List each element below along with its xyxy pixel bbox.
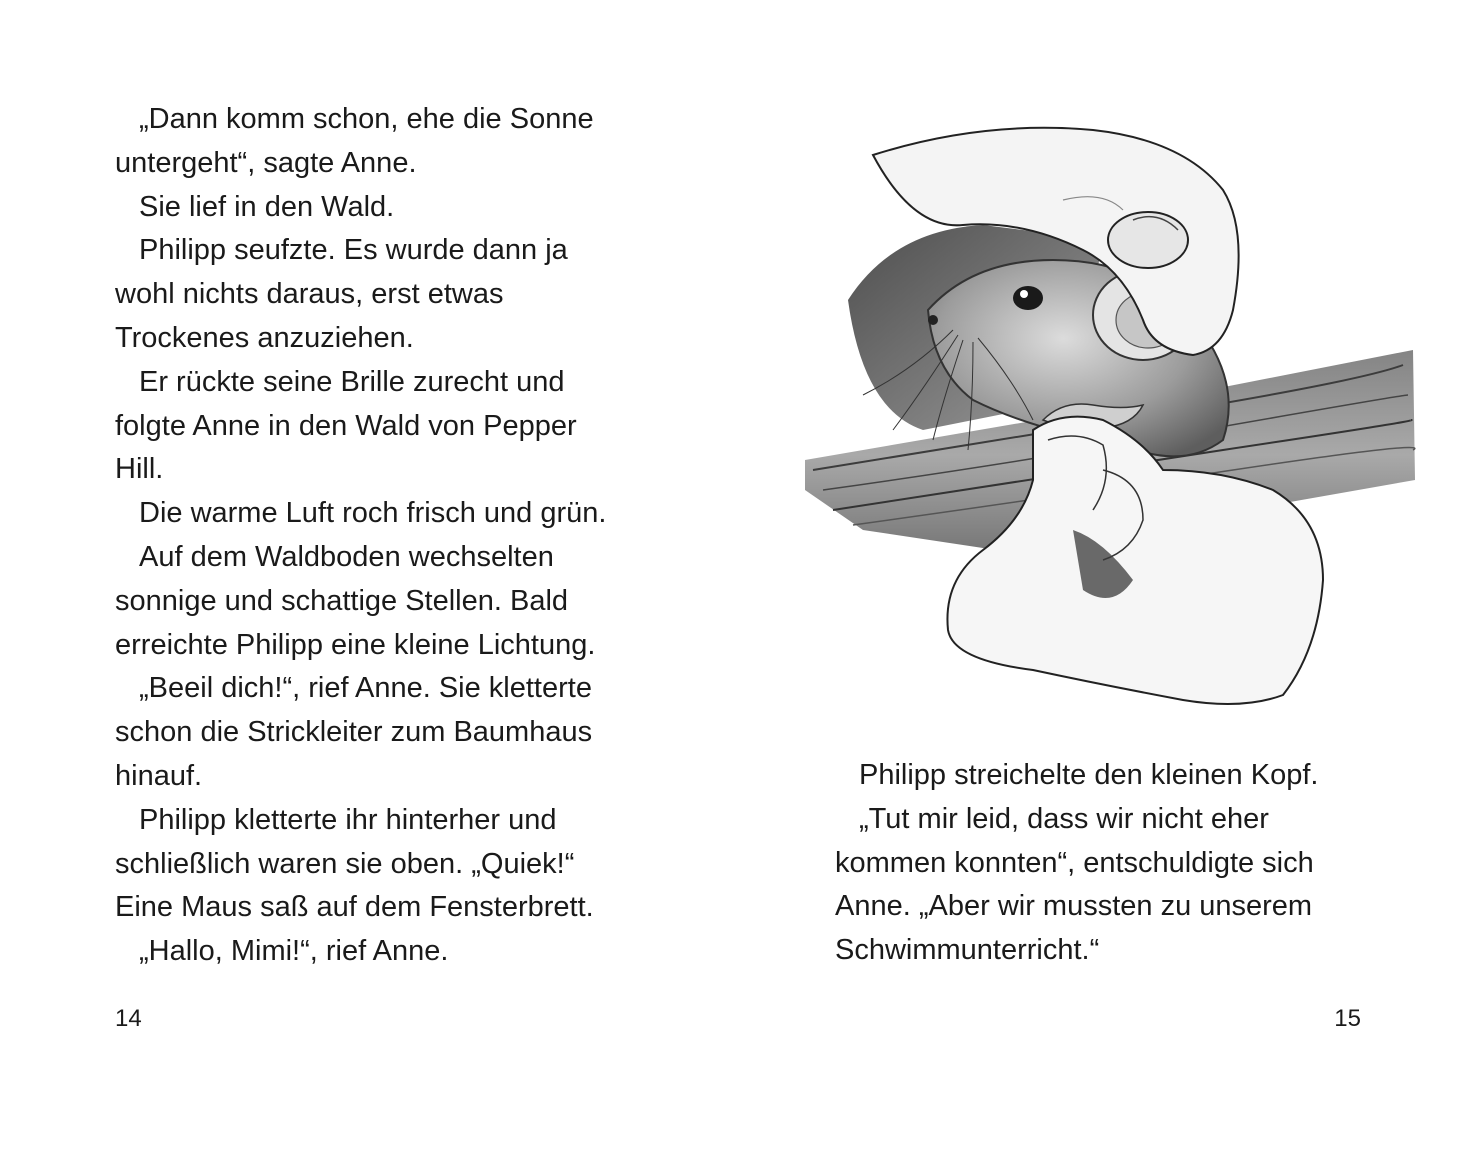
- text-line: Die warme Luft roch frisch und grün.: [139, 497, 607, 530]
- right-page-text: [835, 754, 1318, 973]
- text-line: Hill.: [115, 453, 164, 486]
- page-number-left: 14: [115, 1005, 142, 1032]
- text-line: Schwimmunterricht.“: [835, 934, 1100, 967]
- text-line: folgte Anne in den Wald von Pepper: [115, 409, 577, 442]
- right-page: [738, 0, 1476, 1151]
- text-line: erreichte Philipp eine kleine Lichtung.: [115, 628, 596, 661]
- text-line: Philipp kletterte ihr hinterher und: [139, 803, 557, 836]
- text-line: Eine Maus saß auf dem Fensterbrett.: [115, 891, 594, 924]
- text-line: kommen konnten“, entschuldigte sich: [835, 846, 1314, 879]
- text-line: Er rückte seine Brille zurecht und: [139, 365, 565, 398]
- text-line: hinauf.: [115, 759, 203, 792]
- text-line: Philipp streichelte den kleinen Kopf.: [859, 759, 1319, 791]
- text-line: Philipp seufzte. Es wurde dann ja: [139, 234, 568, 267]
- text-line: sonnige und schattige Stellen. Bald: [115, 584, 569, 617]
- text-line: „Dann komm schon, ehe die Sonne: [139, 103, 594, 135]
- text-line: Auf dem Waldboden wechselten: [139, 540, 554, 573]
- text-line: Sie lief in den Wald.: [139, 190, 395, 223]
- text-line: schon die Strickleiter zum Baumhaus: [115, 716, 593, 749]
- left-page-text: [115, 98, 606, 974]
- text-line: „Hallo, Mimi!“, rief Anne.: [139, 935, 449, 968]
- text-line: Trockenes anzuziehen.: [115, 321, 414, 354]
- text-line: untergeht“, sagte Anne.: [115, 146, 417, 179]
- text-line: wohl nichts daraus, erst etwas: [115, 278, 504, 311]
- text-line: „Tut mir leid, dass wir nicht eher: [859, 802, 1269, 835]
- text-line: schließlich waren sie oben. „Quiek!“: [115, 847, 575, 880]
- text-line: Anne. „Aber wir mussten zu unserem: [835, 890, 1313, 923]
- page-number-right: 15: [1334, 1005, 1361, 1032]
- mouse-illustration: [803, 110, 1423, 720]
- text-line: „Beeil dich!“, rief Anne. Sie kletterte: [139, 672, 592, 705]
